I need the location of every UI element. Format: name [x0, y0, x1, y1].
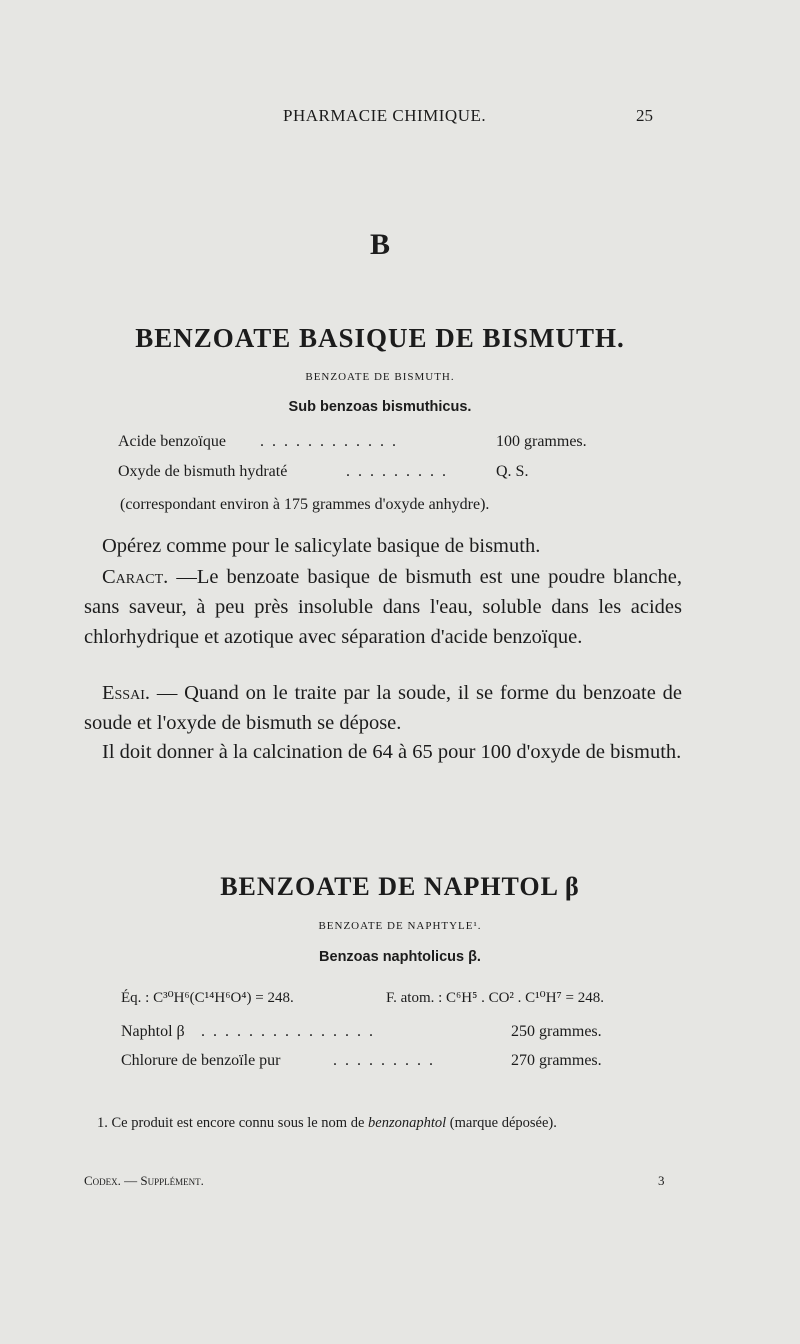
footer-sheet-number: 3 — [658, 1173, 665, 1188]
naphtol-subtitle: BENZOATE DE NAPHTYLE¹. — [318, 920, 482, 932]
running-header: PHARMACIE CHIMIQUE. — [283, 106, 487, 125]
leader-dots: . . . . . . . . . — [346, 463, 448, 480]
instruction-paragraph: Opérez comme pour le salicylate basique de bismuth. — [102, 535, 541, 557]
ingredient-quantity: 270 grammes. — [511, 1052, 602, 1069]
footnote-text: 1. Ce produit est encore connu sous le nom de — [97, 1115, 369, 1131]
ingredient-row — [121, 1052, 641, 1074]
characteristics-text: —Le benzoate basique de bismuth est une poudre blanche, sans saveur, à peu près insoluble dans l'eau, soluble dans les acides chlorhydrique et azotique avec séparation d'acide benzoïque. — [84, 566, 682, 648]
ingredient-row — [118, 463, 638, 485]
section-letter: B — [369, 228, 390, 261]
ingredient-quantity: 100 grammes. — [496, 433, 587, 450]
footnote-italic: benzonaphtol — [368, 1115, 447, 1131]
ingredient-name: Acide benzoïque — [118, 433, 226, 450]
footnote — [83, 1113, 683, 1133]
equivalent-formula: Éq. : C³⁰H⁶(C¹⁴H⁶O⁴) = 248. — [121, 990, 294, 1006]
leader-dots: . . . . . . . . . . . . — [260, 433, 398, 450]
naphtol-latin-name: Benzoas naphtolicus β. — [319, 949, 481, 965]
ingredient-note: (correspondant environ à 175 grammes d'oxyde anhydre). — [120, 496, 490, 513]
atomic-formula: F. atom. : C⁶H⁵ . CO² . C¹⁰H⁷ = 248. — [386, 990, 604, 1006]
footer-signature: Codex. — Supplément. — [84, 1173, 204, 1188]
ingredient-name: Chlorure de benzoïle pur — [121, 1052, 281, 1069]
page-number: 25 — [636, 106, 653, 125]
ingredient-name: Oxyde de bismuth hydraté — [118, 463, 288, 480]
characteristics-label: Caract. — [102, 566, 169, 588]
assay-paragraph — [84, 678, 682, 738]
bismuth-title: BENZOATE BASIQUE DE BISMUTH. — [135, 323, 625, 353]
footnote-text-end: (marque déposée). — [446, 1115, 557, 1131]
leader-dots: . . . . . . . . . . . . . . . — [201, 1023, 375, 1040]
ingredient-name: Naphtol β — [121, 1023, 185, 1040]
bismuth-latin-name: Sub benzoas bismuthicus. — [288, 399, 472, 415]
ingredient-quantity: Q. S. — [496, 463, 529, 480]
ingredient-row — [121, 1023, 641, 1045]
ingredient-row — [118, 433, 638, 455]
leader-dots: . . . . . . . . . — [333, 1052, 435, 1069]
ingredient-quantity: 250 grammes. — [511, 1023, 602, 1040]
assay-text: — Quand on le traite par la soude, il se forme du benzoate de soude et l'oxyde de bismuth se dépose. — [84, 682, 682, 734]
characteristics-paragraph — [84, 562, 682, 652]
naphtol-title: BENZOATE DE NAPHTOL β — [220, 872, 580, 901]
assay-label: Essai. — [102, 682, 150, 704]
bismuth-subtitle: BENZOATE DE BISMUTH. — [305, 371, 455, 383]
calcination-paragraph: Il doit donner à la calcination de 64 à 65 pour 100 d'oxyde de bismuth. — [102, 741, 682, 763]
